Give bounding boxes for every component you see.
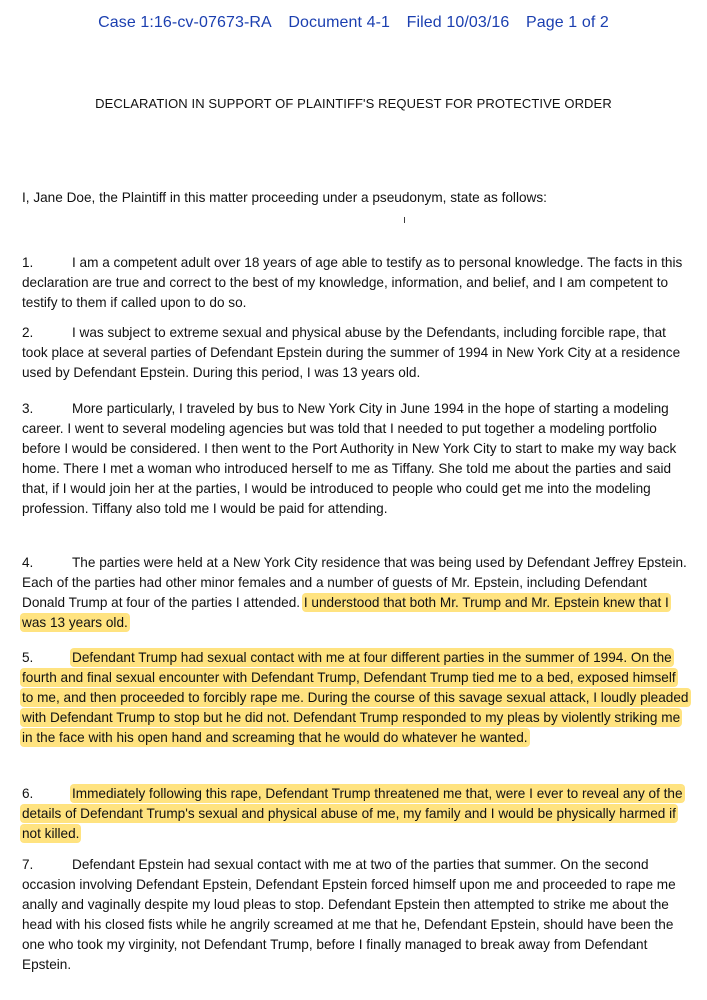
paragraph-number: 3. bbox=[22, 401, 34, 416]
paragraph-number: 4. bbox=[22, 555, 34, 570]
highlighted-text: I understood that both Mr. Trump and Mr. Epstein knew that I was 13 years old. bbox=[22, 595, 669, 630]
stray-pen-mark: ı bbox=[403, 214, 407, 226]
document-number: Document 4-1 bbox=[288, 14, 391, 31]
paragraph-2 bbox=[22, 323, 690, 383]
case-header bbox=[0, 14, 707, 32]
paragraph-text: The parties were held at a New York City residence that was being used by Defendant Jeffrey Epstein. Each of the parties had other minor females and a number of guests of Mr. Epstein, including Defendant Donald Trump at four of the parties I attended. bbox=[22, 555, 687, 610]
paragraph-1 bbox=[22, 253, 690, 313]
paragraph-number: 6. bbox=[22, 786, 34, 801]
intro-statement: I, Jane Doe, the Plaintiff in this matter proceeding under a pseudonym, state as follows: bbox=[22, 190, 547, 205]
highlighted-text: Defendant Trump had sexual contact with me at four different parties in the summer of 1994. On the fourth and final sexual encounter with Defendant Trump, Defendant Trump tied me to a bed, exposed himself to me, and then proceeded to forcibly rape me. During the course of this savage sexual attack, I loudly pleaded with Defendant Trump to stop but he did not. Defendant Trump responded to my pleas by violently striking me in the face with his open hand and screaming that he would do whatever he wanted. bbox=[22, 650, 689, 745]
paragraph-3 bbox=[22, 399, 690, 519]
paragraph-4 bbox=[22, 553, 690, 633]
highlighted-text: Immediately following this rape, Defendant Trump threatened me that, were I ever to reveal any of the details of Defendant Trump's sexual and physical abuse of me, my family and I would be physically harmed if not killed. bbox=[22, 786, 683, 841]
paragraph-number: 5. bbox=[22, 650, 34, 665]
paragraph-text: More particularly, I traveled by bus to New York City in June 1994 in the hope of starting a modeling career. I went to several modeling agencies but was told that I needed to put together a modeling portfolio before I would be considered. I then went to the Port Authority in New York City to start to make my way back home. There I met a woman who introduced herself to me as Tiffany. She told me about the parties and said that, if I would join her at the parties, I would be introduced to people who could get me into the modeling profession. Tiffany also told me I would be paid for attending. bbox=[22, 401, 677, 516]
paragraph-text: I was subject to extreme sexual and physical abuse by the Defendants, including forcible rape, that took place at several parties of Defendant Epstein during the summer of 1994 in New York City at a residence used by Defendant Epstein. During this period, I was 13 years old. bbox=[22, 325, 681, 380]
paragraph-text: Defendant Epstein had sexual contact with me at two of the parties that summer. On the second occasion involving Defendant Epstein, Defendant Epstein forced himself upon me and proceeded to rape me anally and vaginally despite my loud pleas to stop. Defendant Epstein then attempted to strike me about the head with his closed fists while he angrily screamed at me that he, Defendant Epstein, should have been the one who took my virginity, not Defendant Trump, before I finally managed to break away from Defendant Epstein. bbox=[22, 857, 676, 972]
paragraph-5 bbox=[22, 648, 690, 748]
paragraph-number: 2. bbox=[22, 325, 34, 340]
paragraph-text: I am a competent adult over 18 years of age able to testify as to personal knowledge. The facts in this declaration are true and correct to the best of my knowledge, information, and belief, and I am competent to testify to them if called upon to do so. bbox=[22, 255, 683, 310]
case-number: Case 1:16-cv-07673-RA bbox=[98, 14, 272, 31]
document-title: DECLARATION IN SUPPORT OF PLAINTIFF'S REQUEST FOR PROTECTIVE ORDER bbox=[95, 96, 612, 111]
paragraph-7 bbox=[22, 855, 690, 975]
paragraph-number: 7. bbox=[22, 857, 34, 872]
paragraph-6 bbox=[22, 784, 690, 844]
page-number: Page 1 of 2 bbox=[525, 14, 609, 31]
paragraph-number: 1. bbox=[22, 255, 34, 270]
filed-date: Filed 10/03/16 bbox=[406, 14, 510, 31]
